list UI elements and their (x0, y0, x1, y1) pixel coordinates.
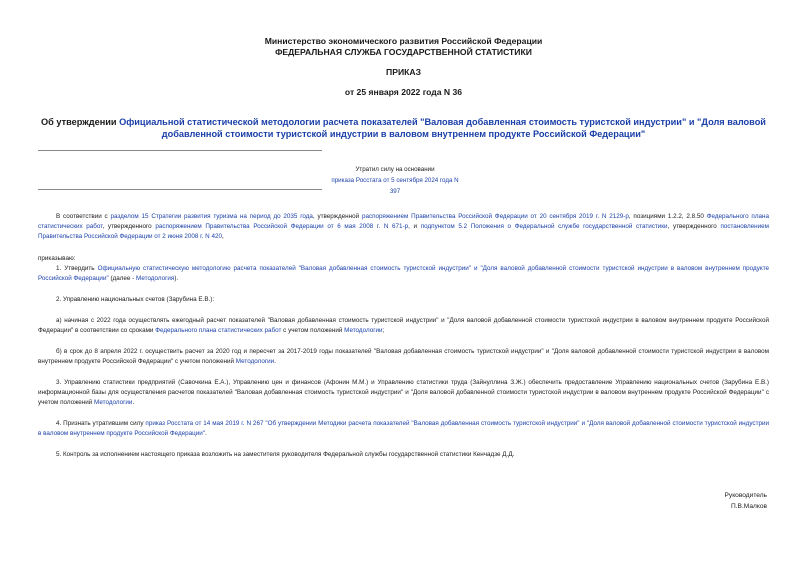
methodology-link-2[interactable]: Методологии (344, 327, 383, 334)
federal-plan-link-2[interactable]: Федерального плана статистических работ (155, 327, 282, 334)
item-5: 5. Контроль за исполнением настоящего приказа возложить на заместителя руководителя Федеральной службы государственной статистики Кенчадзе Д.Д. (56, 451, 515, 458)
item-2: 2. Управлению национальных счетов (Зарубина Е.В.): (56, 296, 215, 303)
item-3 (38, 378, 769, 408)
regulation-link[interactable]: подпунктом 5.2 Положения о Федеральной службе государственной статистики (420, 223, 668, 230)
item-2a-text-2: с учетом положений (281, 327, 345, 334)
preamble-text-5: , и (408, 223, 421, 230)
preamble-text-3: , позициями 1.2.2, 2.8.50 (628, 213, 707, 220)
item-1-text-2: (далее - (108, 275, 137, 282)
resolution-420-link[interactable]: постановлением Правительства Российской Федерации от 2 июня 2008 г. N 420 (38, 223, 769, 240)
federal-plan-link[interactable]: Федерального плана статистических работ (38, 213, 769, 230)
document-title (40, 116, 767, 140)
service-name: ФЕДЕРАЛЬНАЯ СЛУЖБА ГОСУДАРСТВЕННОЙ СТАТИСТИКИ (275, 47, 532, 57)
methodology-link-4[interactable]: Методологии (94, 399, 133, 406)
preamble-text-1: В соответствии с (56, 213, 111, 220)
item-4 (38, 419, 769, 439)
preamble-text-7: , (221, 233, 224, 240)
status-note-text: Утратил силу на основании (355, 166, 435, 173)
preamble-text-2: , утвержденной (312, 213, 362, 220)
repealed-order-link[interactable]: приказ Росстата от 14 мая 2019 г. N 267 "Об утверждении Методики расчета показателей "Валовая добавленная стоимость туристской индустрии" и "Доля валовой добавленной стоимости туристской индустрии в валовом внутреннем продукте Российской Федерации" (38, 420, 769, 437)
item-2b-text-2: . (274, 358, 276, 365)
order-word: приказываю: (38, 255, 76, 262)
item-1-text-3: ). (174, 275, 179, 282)
item-2b-text-1: б) в срок до 8 апреля 2022 г. осуществить расчет за 2020 год и пересчет за 2017-2019 годы показателей "Валовая добавленная стоимость туристской индустрии" и "Доля валовой добавленной стоимости туристской индустрии в валовом внутреннем продукте Российской Федерации" с учетом положений (38, 348, 769, 365)
title-methodology-link[interactable]: Официальной статистической методологии расчета показателей "Валовая добавленная стоимость туристской индустрии" и "Доля валовой добавленной стоимости туристской индустрии в валовом внутреннем продукте Российской Федерации" (119, 117, 766, 139)
item-1-text-1: 1. Утвердить (56, 265, 98, 272)
methodology-link[interactable]: Официальную статистическую методологию расчета показателей "Валовая добавленная стоимость туристской индустрии" и "Доля валовой добавленной стоимости туристской индустрии в валовом внутреннем продукте Российской Федерации" (38, 265, 770, 282)
item-2b (38, 347, 769, 367)
divider-top (38, 150, 322, 151)
title-prefix: Об утверждении (41, 117, 120, 127)
item-4-text-2: . (205, 430, 207, 437)
item-4-text-1: 4. Признать утратившим силу (56, 420, 146, 427)
document-type: ПРИКАЗ (386, 67, 421, 77)
preamble-text-4: , утвержденного (102, 223, 156, 230)
preamble-text-6: , утвержденного (667, 223, 721, 230)
item-2a-text-3: ; (382, 327, 385, 334)
decree-671-link[interactable]: распоряжением Правительства Российской Федерации от 6 мая 2008 г. N 671-р (155, 223, 409, 230)
methodology-short-link[interactable]: Методология (136, 275, 175, 282)
methodology-link-3[interactable]: Методологии (235, 358, 275, 365)
document-date-number: от 25 января 2022 года N 36 (344, 87, 463, 97)
item-3-text-1: 3. Управлению статистики предприятий (Савочкина Е.А.), Управлению цен и финансов (Афонин М.М.) и Управлению статистики труда (Зайнуллина З.Ж.) обеспечить предоставление Управлению национальных счетов (Зарубина Е.В.) информационной базы для осуществления расчетов показателей "Валовая добавленная стоимость туристской индустрии" и "Доля валовой добавленной стоимости туристской индустрии в валовом внутреннем продукте Российской Федерации" с учетом положений (38, 379, 769, 406)
strategy-link[interactable]: разделом 15 Стратегии развития туризма на период до 2035 года (110, 213, 313, 220)
decree-2129-link[interactable]: распоряжением Правительства Российской Федерации от 20 сентября 2019 г. N 2129-р (361, 213, 629, 220)
divider-bottom (38, 189, 322, 190)
item-2a-text-1: а) начиная с 2022 года осуществлять ежегодный расчет показателей "Валовая добавленная стоимость туристской индустрии" и "Доля валовой добавленной стоимости туристской индустрии в валовом внутреннем продукте Российской Федерации" в соответствии со сроками (38, 317, 769, 334)
ministry-name: Министерство экономического развития Российской Федерации (264, 36, 543, 46)
item-1 (38, 264, 769, 284)
repeal-order-link[interactable]: приказа Росстата от 5 сентября 2024 года N 397 (331, 177, 459, 195)
signatory-name: П.В.Малков (730, 503, 767, 510)
item-2a (38, 316, 769, 336)
status-note (330, 164, 460, 197)
preamble-paragraph (38, 212, 769, 242)
signatory-role: Руководитель (724, 492, 767, 499)
item-3-text-2: . (132, 399, 135, 406)
